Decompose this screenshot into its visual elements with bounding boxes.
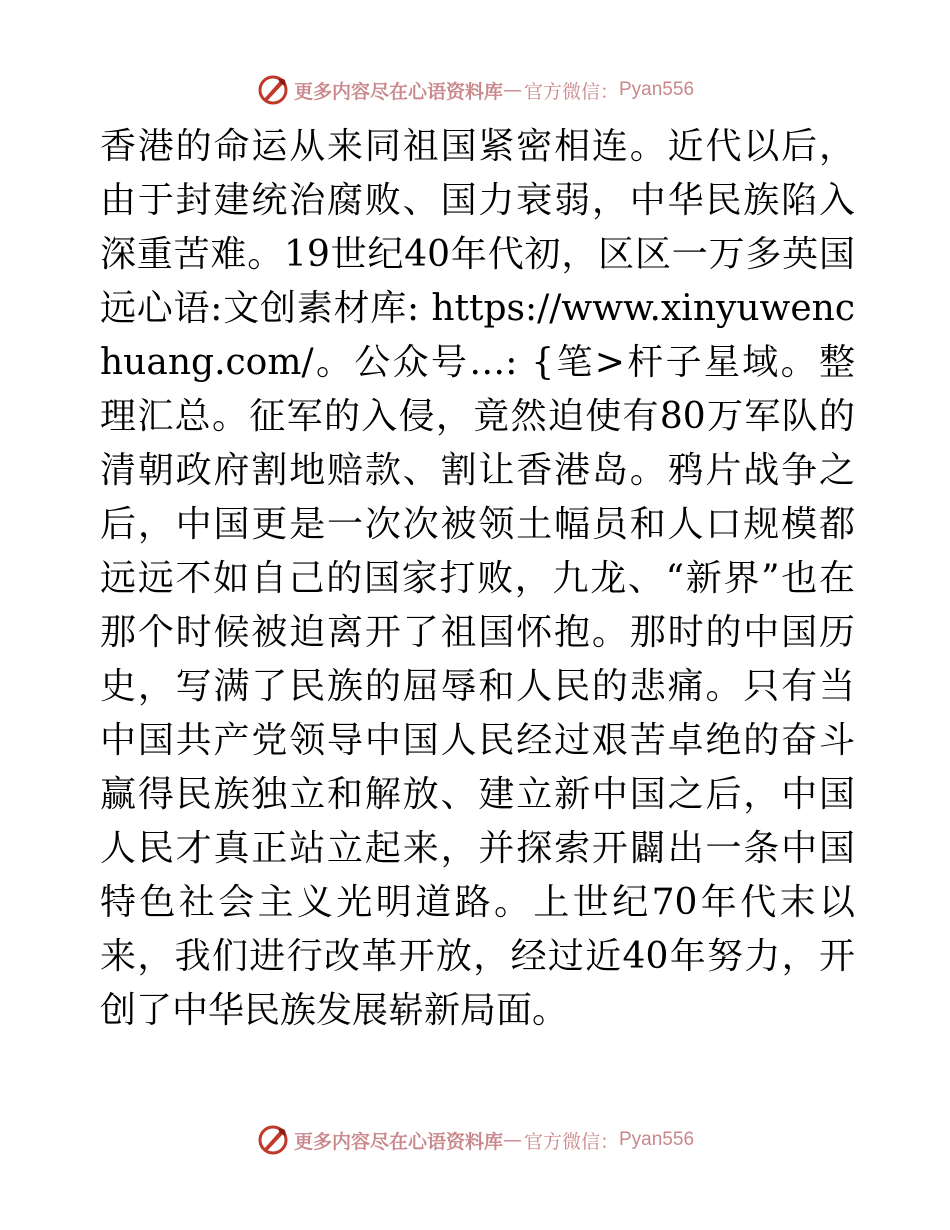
header-banner — [0, 68, 950, 112]
banner-text: 更多内容尽在心语资料库 — [293, 80, 503, 103]
banner-wechat-id: Pyan556 — [619, 1129, 695, 1150]
banner-text: 更多内容尽在心语资料库 — [293, 1130, 503, 1153]
banner-wechat-label: 官方微信： — [523, 80, 619, 103]
footer-banner — [0, 1118, 950, 1162]
feather-quill-logo-icon — [256, 73, 290, 107]
body-paragraph: 香港的命运从来同祖国紧密相连。近代以后，由于封建统治腐败、国力衰弱，中华民族陷入深重苦难。19世纪40年代初，区区一万多英国远心语:文创素材库: https://www.xinyuwenchuang.com/。公众号…: {笔>杆子星域。整理汇总。征军的入侵，竟然迫使有80万军队的清朝政府割地赔款、割让香港岛。鸦片战争之后，中国更是一次次被领土幅员和人口规模都远远不如自己的国家打败，九龙、“新界”也在那个时候被迫离开了祖国怀抱。那时的中国历史，写满了民族的屈辱和人民的悲痛。只有当中国共产党领导中国人民经过艰苦卓绝的奋斗赢得民族独立和解放、建立新中国之后，中国人民才真正站立起来，并探索开闢出一条中国特色社会主义光明道路。上世纪70年代末以来，我们进行改革开放，经过近40年努力，开创了中华民族发展崭新局面。 — [100, 126, 855, 1031]
banner-separator: — — [502, 1129, 522, 1151]
feather-quill-logo-icon — [256, 1123, 290, 1157]
banner-wechat-label: 官方微信： — [523, 1130, 619, 1153]
banner-separator: — — [502, 79, 522, 101]
banner-wechat-id: Pyan556 — [619, 79, 695, 100]
